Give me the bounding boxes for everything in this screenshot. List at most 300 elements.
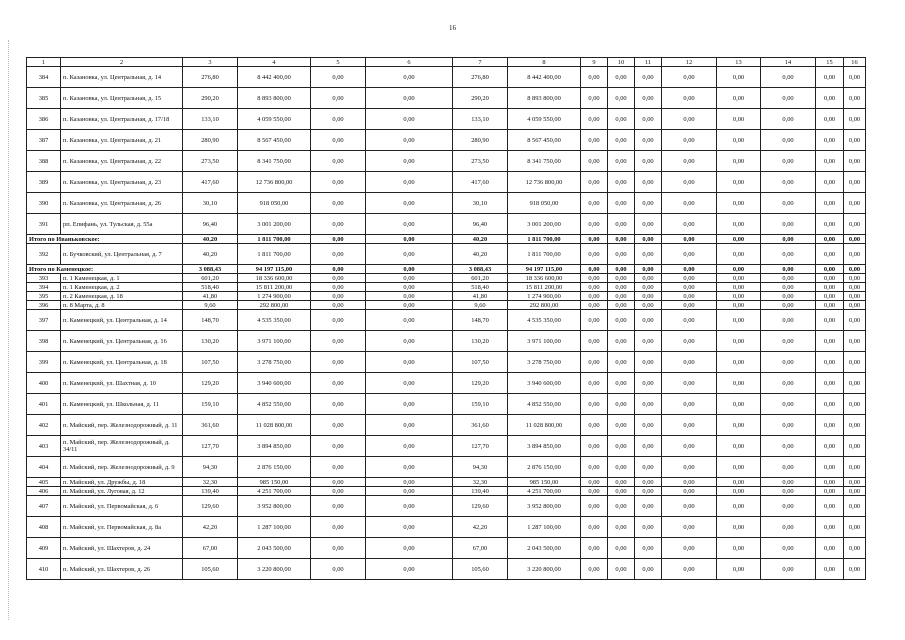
value-cell: 0,00 <box>635 496 662 517</box>
value-cell: 0,00 <box>366 67 453 88</box>
value-cell: 0,00 <box>816 373 844 394</box>
address-cell: п. Майский, пер. Железнодорожный, д. 9 <box>61 457 183 478</box>
row-number-cell: 403 <box>27 436 61 457</box>
value-cell: 0,00 <box>581 436 608 457</box>
value-cell: 8 442 400,00 <box>508 67 581 88</box>
address-cell: п. Майский, ул. Первомайская, д. 8а <box>61 517 183 538</box>
value-cell: 0,00 <box>635 310 662 331</box>
value-cell: 3 001 200,00 <box>238 214 311 235</box>
row-number-cell: 404 <box>27 457 61 478</box>
value-cell: 0,00 <box>662 310 717 331</box>
value-cell: 4 059 550,00 <box>508 109 581 130</box>
value-cell: 8 893 800,00 <box>508 88 581 109</box>
value-cell: 0,00 <box>311 292 366 301</box>
value-cell: 0,00 <box>761 436 816 457</box>
value-cell: 0,00 <box>662 67 717 88</box>
value-cell: 0,00 <box>366 274 453 283</box>
subtotal-cell: 0,00 <box>816 235 844 244</box>
value-cell: 0,00 <box>608 331 635 352</box>
value-cell: 0,00 <box>662 274 717 283</box>
value-cell: 0,00 <box>635 352 662 373</box>
value-cell: 0,00 <box>608 193 635 214</box>
subtotal-cell: 94 197 115,00 <box>238 265 311 274</box>
value-cell: 3 971 100,00 <box>508 331 581 352</box>
value-cell: 0,00 <box>581 478 608 487</box>
subtotal-cell: 94 197 115,00 <box>508 265 581 274</box>
table-row <box>27 538 866 559</box>
value-cell: 0,00 <box>761 193 816 214</box>
subtotal-cell: 0,00 <box>366 265 453 274</box>
address-cell: п. Казановка, ул. Центральная, д. 17/18 <box>61 109 183 130</box>
column-header: 13 <box>717 58 761 67</box>
address-cell: п. Казановка, ул. Центральная, д. 15 <box>61 88 183 109</box>
subtotal-cell: 0,00 <box>635 235 662 244</box>
subtotal-cell: 0,00 <box>761 235 816 244</box>
address-cell: п. Казановка, ул. Центральная, д. 21 <box>61 130 183 151</box>
table-row <box>27 130 866 151</box>
value-cell: 159,10 <box>453 394 508 415</box>
value-cell: 0,00 <box>635 559 662 580</box>
value-cell: 0,00 <box>581 274 608 283</box>
subtotal-cell: 0,00 <box>717 235 761 244</box>
row-number-cell: 408 <box>27 517 61 538</box>
value-cell: 133,10 <box>453 109 508 130</box>
table-row <box>27 283 866 292</box>
table-row <box>27 436 866 457</box>
value-cell: 0,00 <box>816 130 844 151</box>
value-cell: 0,00 <box>366 244 453 265</box>
value-cell: 0,00 <box>635 415 662 436</box>
value-cell: 0,00 <box>717 274 761 283</box>
value-cell: 0,00 <box>717 109 761 130</box>
table-row <box>27 67 866 88</box>
subtotal-cell: 0,00 <box>311 235 366 244</box>
value-cell: 0,00 <box>608 415 635 436</box>
value-cell: 0,00 <box>608 292 635 301</box>
value-cell: 0,00 <box>717 394 761 415</box>
subtotal-label: Итого по Каменецкое: <box>27 265 183 274</box>
subtotal-cell: 0,00 <box>816 265 844 274</box>
value-cell: 0,00 <box>662 244 717 265</box>
value-cell: 0,00 <box>816 301 844 310</box>
value-cell: 0,00 <box>662 172 717 193</box>
row-number-cell: 384 <box>27 67 61 88</box>
value-cell: 4 251 700,00 <box>238 487 311 496</box>
value-cell: 1 274 900,00 <box>238 292 311 301</box>
table-row <box>27 496 866 517</box>
value-cell: 0,00 <box>311 559 366 580</box>
value-cell: 0,00 <box>816 274 844 283</box>
value-cell: 3 001 200,00 <box>508 214 581 235</box>
subtotal-cell: 0,00 <box>608 235 635 244</box>
value-cell: 12 736 800,00 <box>508 172 581 193</box>
value-cell: 0,00 <box>844 109 866 130</box>
value-cell: 129,20 <box>453 373 508 394</box>
table-row <box>27 301 866 310</box>
value-cell: 0,00 <box>844 244 866 265</box>
value-cell: 0,00 <box>816 172 844 193</box>
value-cell: 0,00 <box>311 283 366 292</box>
subtotal-label: Итого по Иваньковское: <box>27 235 183 244</box>
value-cell: 0,00 <box>662 292 717 301</box>
value-cell: 30,10 <box>183 193 238 214</box>
value-cell: 3 220 800,00 <box>238 559 311 580</box>
table-row <box>27 373 866 394</box>
value-cell: 0,00 <box>816 109 844 130</box>
subtotal-cell: 1 811 700,00 <box>238 235 311 244</box>
value-cell: 0,00 <box>761 478 816 487</box>
value-cell: 3 940 600,00 <box>508 373 581 394</box>
subtotal-cell: 0,00 <box>844 265 866 274</box>
document-table-wrapper <box>26 57 865 580</box>
value-cell: 0,00 <box>717 487 761 496</box>
value-cell: 0,00 <box>662 214 717 235</box>
value-cell: 0,00 <box>635 301 662 310</box>
value-cell: 0,00 <box>581 415 608 436</box>
value-cell: 0,00 <box>844 214 866 235</box>
value-cell: 0,00 <box>608 214 635 235</box>
table-row <box>27 352 866 373</box>
value-cell: 0,00 <box>635 283 662 292</box>
value-cell: 0,00 <box>844 394 866 415</box>
value-cell: 0,00 <box>761 172 816 193</box>
value-cell: 0,00 <box>717 292 761 301</box>
value-cell: 518,40 <box>453 283 508 292</box>
value-cell: 96,40 <box>453 214 508 235</box>
value-cell: 0,00 <box>366 109 453 130</box>
value-cell: 0,00 <box>844 415 866 436</box>
value-cell: 0,00 <box>635 538 662 559</box>
value-cell: 0,00 <box>608 487 635 496</box>
value-cell: 0,00 <box>366 292 453 301</box>
subtotal-cell: 0,00 <box>581 235 608 244</box>
value-cell: 0,00 <box>844 559 866 580</box>
value-cell: 3 278 750,00 <box>238 352 311 373</box>
value-cell: 4 059 550,00 <box>238 109 311 130</box>
table-row <box>27 457 866 478</box>
value-cell: 0,00 <box>761 214 816 235</box>
value-cell: 985 150,00 <box>508 478 581 487</box>
value-cell: 0,00 <box>608 478 635 487</box>
value-cell: 139,40 <box>183 487 238 496</box>
value-cell: 129,60 <box>453 496 508 517</box>
subtotal-cell: 0,00 <box>581 265 608 274</box>
value-cell: 67,00 <box>183 538 238 559</box>
value-cell: 107,50 <box>183 352 238 373</box>
address-cell: п. Майский, ул. Шахтеров, д. 26 <box>61 559 183 580</box>
value-cell: 0,00 <box>761 457 816 478</box>
subtotal-cell: 0,00 <box>635 265 662 274</box>
value-cell: 0,00 <box>662 193 717 214</box>
value-cell: 0,00 <box>581 394 608 415</box>
value-cell: 0,00 <box>366 415 453 436</box>
value-cell: 0,00 <box>366 487 453 496</box>
value-cell: 0,00 <box>844 274 866 283</box>
value-cell: 133,10 <box>183 109 238 130</box>
value-cell: 0,00 <box>717 496 761 517</box>
value-cell: 0,00 <box>717 331 761 352</box>
value-cell: 273,50 <box>453 151 508 172</box>
value-cell: 0,00 <box>844 487 866 496</box>
value-cell: 0,00 <box>844 130 866 151</box>
value-cell: 0,00 <box>608 151 635 172</box>
row-number-cell: 401 <box>27 394 61 415</box>
value-cell: 0,00 <box>581 283 608 292</box>
value-cell: 0,00 <box>844 517 866 538</box>
subtotal-cell: 3 088,43 <box>183 265 238 274</box>
value-cell: 11 028 800,00 <box>238 415 311 436</box>
subtotal-cell: 3 088,43 <box>453 265 508 274</box>
value-cell: 0,00 <box>844 292 866 301</box>
value-cell: 0,00 <box>311 373 366 394</box>
value-cell: 0,00 <box>816 67 844 88</box>
address-cell: п. 1 Каменецкая, д. 1 <box>61 274 183 283</box>
value-cell: 2 876 150,00 <box>508 457 581 478</box>
value-cell: 0,00 <box>581 457 608 478</box>
value-cell: 0,00 <box>662 496 717 517</box>
value-cell: 0,00 <box>662 478 717 487</box>
value-cell: 0,00 <box>816 457 844 478</box>
row-number-cell: 391 <box>27 214 61 235</box>
column-header: 14 <box>761 58 816 67</box>
value-cell: 0,00 <box>844 352 866 373</box>
value-cell: 0,00 <box>608 67 635 88</box>
value-cell: 3 278 750,00 <box>508 352 581 373</box>
value-cell: 0,00 <box>366 310 453 331</box>
value-cell: 0,00 <box>635 244 662 265</box>
address-cell: п. Каменецкий, ул. Центральная, д. 14 <box>61 310 183 331</box>
value-cell: 0,00 <box>581 373 608 394</box>
subtotal-cell: 0,00 <box>662 235 717 244</box>
value-cell: 0,00 <box>717 67 761 88</box>
value-cell: 0,00 <box>608 373 635 394</box>
value-cell: 107,50 <box>453 352 508 373</box>
value-cell: 0,00 <box>635 478 662 487</box>
value-cell: 0,00 <box>761 331 816 352</box>
value-cell: 0,00 <box>366 301 453 310</box>
row-number-cell: 398 <box>27 331 61 352</box>
column-header: 3 <box>183 58 238 67</box>
value-cell: 129,20 <box>183 373 238 394</box>
value-cell: 3 894 850,00 <box>238 436 311 457</box>
value-cell: 0,00 <box>761 538 816 559</box>
value-cell: 11 028 800,00 <box>508 415 581 436</box>
table-row <box>27 193 866 214</box>
value-cell: 0,00 <box>311 67 366 88</box>
value-cell: 0,00 <box>581 244 608 265</box>
value-cell: 0,00 <box>311 301 366 310</box>
value-cell: 0,00 <box>581 292 608 301</box>
value-cell: 0,00 <box>366 331 453 352</box>
value-cell: 918 050,00 <box>238 193 311 214</box>
table-row <box>27 559 866 580</box>
value-cell: 0,00 <box>844 436 866 457</box>
value-cell: 4 852 550,00 <box>508 394 581 415</box>
value-cell: 0,00 <box>761 283 816 292</box>
value-cell: 2 876 150,00 <box>238 457 311 478</box>
table-row <box>27 415 866 436</box>
value-cell: 0,00 <box>844 193 866 214</box>
value-cell: 0,00 <box>662 457 717 478</box>
address-cell: п. Казановка, ул. Центральная, д. 22 <box>61 151 183 172</box>
table-row <box>27 331 866 352</box>
value-cell: 0,00 <box>311 244 366 265</box>
value-cell: 41,80 <box>453 292 508 301</box>
value-cell: 3 952 800,00 <box>508 496 581 517</box>
value-cell: 0,00 <box>311 394 366 415</box>
subtotal-cell: 0,00 <box>311 265 366 274</box>
value-cell: 0,00 <box>635 109 662 130</box>
subtotal-cell: 0,00 <box>717 265 761 274</box>
value-cell: 8 341 750,00 <box>238 151 311 172</box>
value-cell: 0,00 <box>581 130 608 151</box>
value-cell: 0,00 <box>608 559 635 580</box>
value-cell: 0,00 <box>816 193 844 214</box>
value-cell: 32,30 <box>183 478 238 487</box>
value-cell: 0,00 <box>662 283 717 292</box>
value-cell: 94,30 <box>183 457 238 478</box>
column-header: 2 <box>61 58 183 67</box>
value-cell: 3 894 850,00 <box>508 436 581 457</box>
column-header: 1 <box>27 58 61 67</box>
value-cell: 0,00 <box>366 394 453 415</box>
value-cell: 276,80 <box>453 67 508 88</box>
value-cell: 280,90 <box>183 130 238 151</box>
value-cell: 0,00 <box>816 352 844 373</box>
value-cell: 0,00 <box>635 274 662 283</box>
value-cell: 8 567 450,00 <box>238 130 311 151</box>
value-cell: 42,20 <box>183 517 238 538</box>
value-cell: 0,00 <box>717 436 761 457</box>
value-cell: 0,00 <box>844 310 866 331</box>
subtotal-row <box>27 265 866 274</box>
value-cell: 0,00 <box>581 109 608 130</box>
value-cell: 0,00 <box>717 214 761 235</box>
table-row <box>27 487 866 496</box>
row-number-cell: 387 <box>27 130 61 151</box>
value-cell: 0,00 <box>662 130 717 151</box>
table-row <box>27 214 866 235</box>
value-cell: 0,00 <box>608 457 635 478</box>
subtotal-cell: 0,00 <box>844 235 866 244</box>
address-cell: п. Майский, ул. Шахтеров, д. 24 <box>61 538 183 559</box>
value-cell: 0,00 <box>635 172 662 193</box>
value-cell: 0,00 <box>717 283 761 292</box>
address-cell: п. 1 Каменецкая, д. 2 <box>61 283 183 292</box>
value-cell: 0,00 <box>816 394 844 415</box>
value-cell: 0,00 <box>635 457 662 478</box>
address-cell: рп. Епифань, ул. Тульская, д. 55а <box>61 214 183 235</box>
address-cell: п. Майский, ул. Луговая, д. 12 <box>61 487 183 496</box>
page-number: 16 <box>449 24 456 32</box>
value-cell: 3 952 800,00 <box>238 496 311 517</box>
value-cell: 0,00 <box>608 517 635 538</box>
value-cell: 0,00 <box>635 331 662 352</box>
value-cell: 0,00 <box>816 214 844 235</box>
housing-fund-table <box>26 57 866 580</box>
column-header: 10 <box>608 58 635 67</box>
value-cell: 0,00 <box>717 88 761 109</box>
table-row <box>27 172 866 193</box>
value-cell: 0,00 <box>311 436 366 457</box>
value-cell: 0,00 <box>844 496 866 517</box>
value-cell: 276,80 <box>183 67 238 88</box>
value-cell: 0,00 <box>608 301 635 310</box>
address-cell: п. Каменецкий, ул. Центральная, д. 18 <box>61 352 183 373</box>
subtotal-cell: 0,00 <box>761 265 816 274</box>
value-cell: 105,60 <box>183 559 238 580</box>
value-cell: 15 811 200,00 <box>508 283 581 292</box>
value-cell: 8 442 400,00 <box>238 67 311 88</box>
column-header: 7 <box>453 58 508 67</box>
address-cell: п. Каменецкий, ул. Шахтная, д. 10 <box>61 373 183 394</box>
row-number-cell: 394 <box>27 283 61 292</box>
value-cell: 1 274 900,00 <box>508 292 581 301</box>
table-body <box>27 58 866 580</box>
value-cell: 0,00 <box>662 394 717 415</box>
value-cell: 0,00 <box>581 559 608 580</box>
value-cell: 0,00 <box>844 478 866 487</box>
address-cell: п. Казановка, ул. Центральная, д. 14 <box>61 67 183 88</box>
value-cell: 0,00 <box>581 331 608 352</box>
value-cell: 0,00 <box>635 193 662 214</box>
value-cell: 0,00 <box>662 151 717 172</box>
value-cell: 130,20 <box>453 331 508 352</box>
value-cell: 0,00 <box>608 394 635 415</box>
margin-guide <box>8 40 11 620</box>
value-cell: 0,00 <box>761 559 816 580</box>
column-header: 6 <box>366 58 453 67</box>
value-cell: 0,00 <box>816 559 844 580</box>
value-cell: 0,00 <box>761 130 816 151</box>
value-cell: 0,00 <box>311 496 366 517</box>
value-cell: 518,40 <box>183 283 238 292</box>
table-row <box>27 244 866 265</box>
value-cell: 0,00 <box>717 193 761 214</box>
value-cell: 417,60 <box>453 172 508 193</box>
value-cell: 0,00 <box>366 172 453 193</box>
subtotal-cell: 0,00 <box>366 235 453 244</box>
value-cell: 129,60 <box>183 496 238 517</box>
value-cell: 0,00 <box>717 373 761 394</box>
value-cell: 0,00 <box>366 193 453 214</box>
table-row <box>27 517 866 538</box>
value-cell: 0,00 <box>366 436 453 457</box>
value-cell: 0,00 <box>717 517 761 538</box>
value-cell: 0,00 <box>844 331 866 352</box>
value-cell: 4 852 550,00 <box>238 394 311 415</box>
subtotal-cell: 40,20 <box>183 235 238 244</box>
value-cell: 0,00 <box>761 88 816 109</box>
row-number-cell: 405 <box>27 478 61 487</box>
value-cell: 30,10 <box>453 193 508 214</box>
value-cell: 2 043 500,00 <box>238 538 311 559</box>
value-cell: 0,00 <box>635 88 662 109</box>
subtotal-cell: 0,00 <box>662 265 717 274</box>
value-cell: 0,00 <box>717 457 761 478</box>
value-cell: 0,00 <box>717 310 761 331</box>
row-number-cell: 388 <box>27 151 61 172</box>
row-number-cell: 407 <box>27 496 61 517</box>
value-cell: 0,00 <box>581 352 608 373</box>
value-cell: 601,20 <box>453 274 508 283</box>
row-number-cell: 392 <box>27 244 61 265</box>
value-cell: 1 287 100,00 <box>238 517 311 538</box>
value-cell: 127,70 <box>453 436 508 457</box>
address-cell: п. 8 Марта, д. 8 <box>61 301 183 310</box>
value-cell: 4 535 350,00 <box>238 310 311 331</box>
value-cell: 8 341 750,00 <box>508 151 581 172</box>
